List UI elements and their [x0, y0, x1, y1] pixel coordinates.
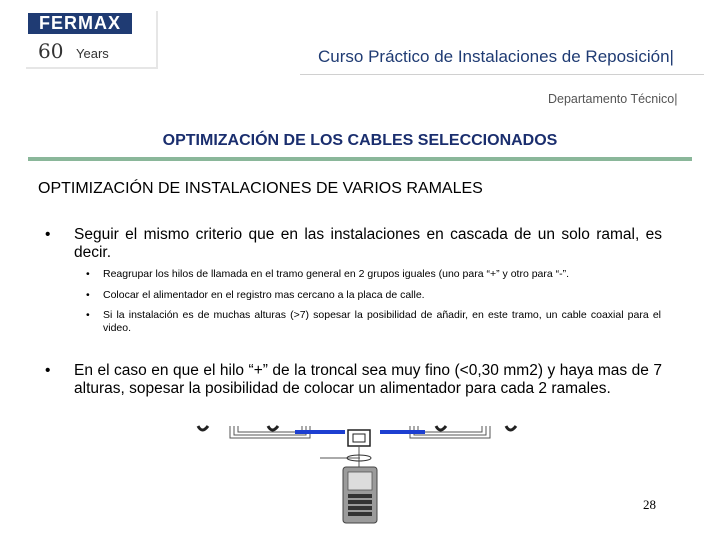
section-title: OPTIMIZACIÓN DE LOS CABLES SELECCIONADOS — [162, 132, 558, 149]
sub-bullet-text: Si la instalación es de muchas alturas (>7) sopesar la posibilidad de añadir, en este tramo, un cable coaxial para el video. — [103, 309, 661, 334]
bullet-text: En el caso en que el hilo “+” de la troncal sea muy fino (<0,30 mm2) y haya mas de 7 alturas, sopesar la posibilidad de colocar un alimentador para cada 2 ramales. — [74, 362, 662, 397]
sub-bullet-marker: • — [86, 289, 90, 301]
slide-heading: OPTIMIZACIÓN DE INSTALACIONES DE VARIOS RAMALES — [38, 180, 483, 197]
bullet-text: Seguir el mismo criterio que en las instalaciones en cascada de un solo ramal, es decir. — [74, 226, 662, 261]
bullet-marker: • — [45, 226, 51, 243]
sub-bullet-marker: • — [86, 268, 90, 280]
power-supply-box — [348, 430, 370, 446]
logo-brand: FERMAX — [28, 13, 132, 34]
course-title: Curso Práctico de Instalaciones de Reposición| — [318, 47, 674, 66]
bullet-marker: • — [45, 362, 51, 379]
wiring-diagram — [190, 412, 530, 527]
department-label: Departamento Técnico| — [548, 92, 678, 106]
section-divider — [28, 157, 692, 161]
logo-years: Years — [76, 46, 109, 61]
course-rule — [300, 74, 704, 75]
logo-sixty: 60 — [38, 39, 64, 63]
fermax-logo — [24, 9, 156, 67]
street-panel-icon — [343, 467, 377, 523]
sub-bullet-marker: • — [86, 309, 90, 321]
page-number: 28 — [643, 497, 656, 512]
sub-bullet-text: Reagrupar los hilos de llamada en el tramo general en 2 grupos iguales (uno para “+” y otro para “-”. — [103, 268, 570, 280]
sub-bullet-text: Colocar el alimentador en el registro mas cercano a la placa de calle. — [103, 289, 425, 301]
